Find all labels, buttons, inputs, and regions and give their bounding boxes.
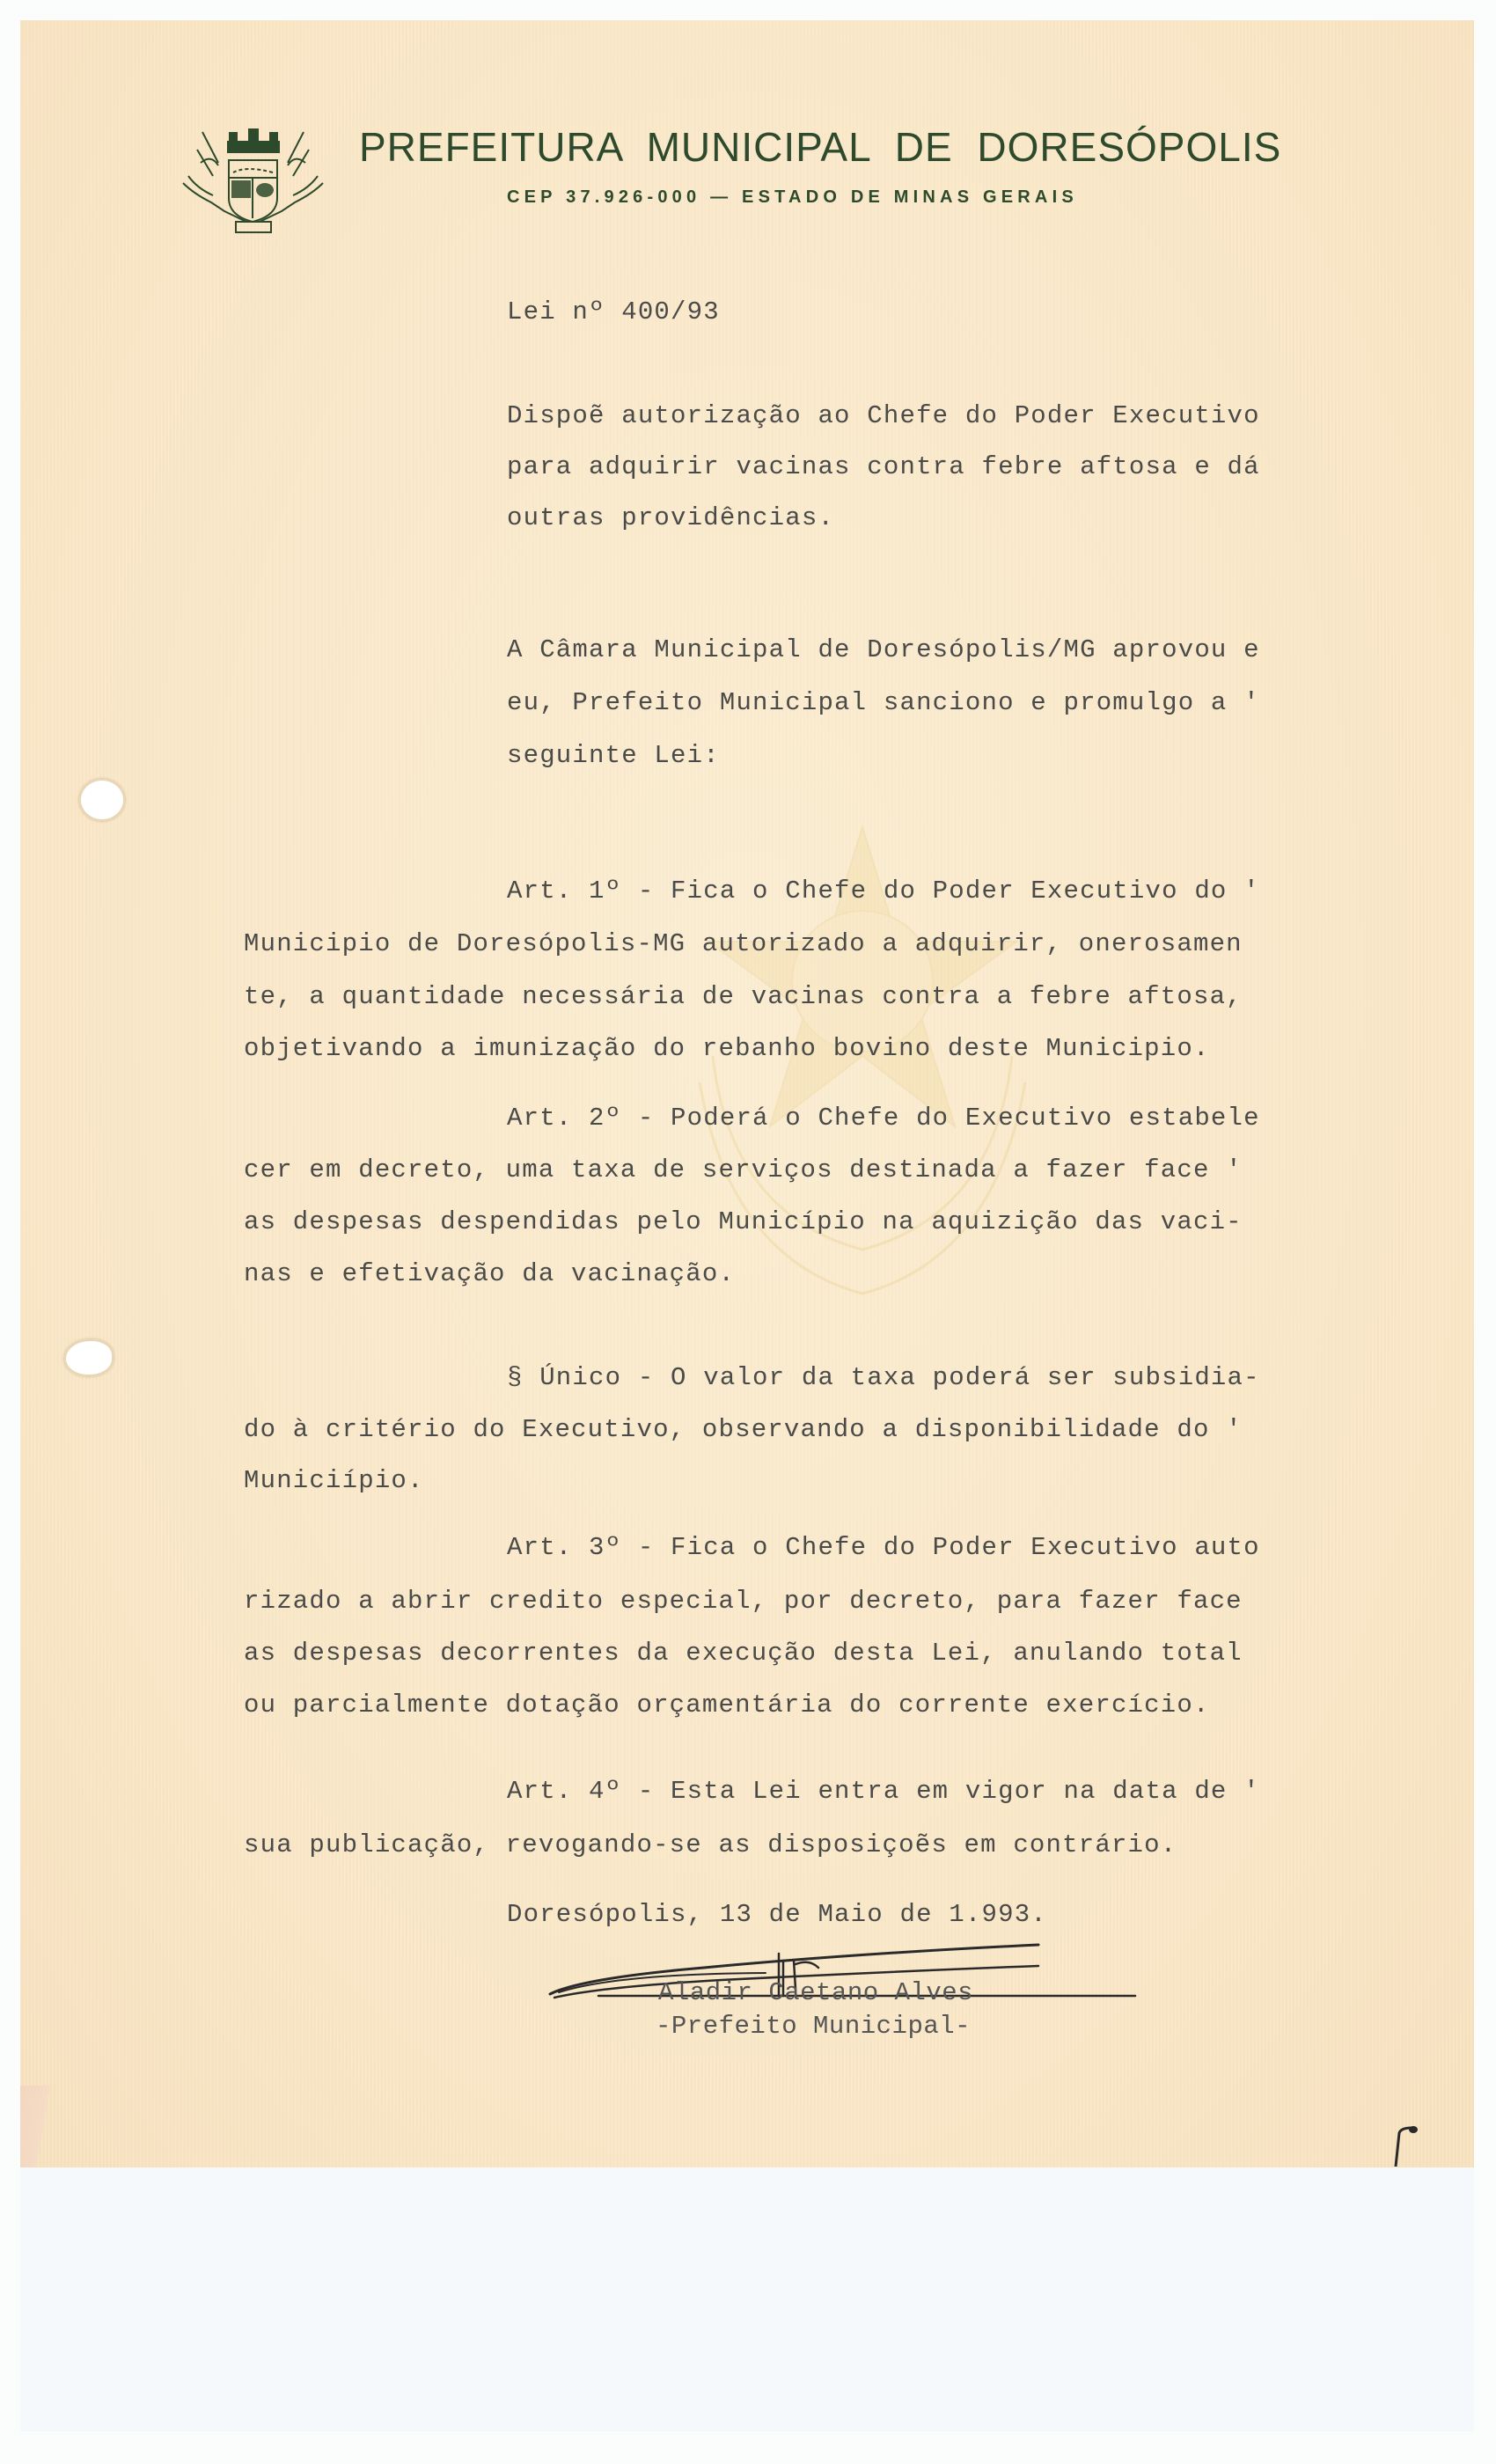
article-1-line: Municipio de Doresópolis-MG autorizado a adquirir, onerosamen <box>244 929 1243 958</box>
article-2-line: as despesas despendidas pelo Município na aquizição das vaci- <box>244 1207 1243 1236</box>
letterhead-title: PREFEITURA MUNICIPAL DE DORESÓPOLIS <box>359 124 1282 170</box>
article-2-line: nas e efetivação da vacinação. <box>244 1259 736 1288</box>
article-1-line: te, a quantidade necessária de vacinas contra a febre aftosa, <box>244 982 1243 1011</box>
paragraph-unico-line: Municiípio. <box>244 1466 424 1495</box>
torn-corner <box>20 2086 55 2169</box>
municipal-crest-icon <box>176 114 330 242</box>
article-2-line: cer em decreto, uma taxa de serviços destinada a fazer face ' <box>244 1155 1243 1184</box>
summary-line: Dispoẽ autorização ao Chefe do Poder Executivo <box>507 401 1260 430</box>
ink-mark <box>1389 2124 1424 2168</box>
paragraph-unico-line: do à critério do Executivo, observando a disponibilidade do ' <box>244 1415 1243 1444</box>
article-1-line: objetivando a imunização do rebanho bovino deste Municipio. <box>244 1034 1210 1063</box>
preamble-line: eu, Prefeito Municipal sanciono e promulgo a ' <box>507 688 1260 717</box>
paragraph-unico-line: § Único - O valor da taxa poderá ser subsidia- <box>507 1363 1260 1392</box>
law-number: Lei nº 400/93 <box>507 297 720 326</box>
article-1-line: Art. 1º - Fica o Chefe do Poder Executivo do ' <box>507 876 1260 906</box>
article-3-line: ou parcialmente dotação orçamentária do corrente exercício. <box>244 1690 1210 1720</box>
article-2-line: Art. 2º - Poderá o Chefe do Executivo estabele <box>507 1104 1260 1133</box>
article-4-line: sua publicação, revogando-se as disposiçoẽs em contrário. <box>244 1830 1177 1859</box>
signatory-name: Aladir Caetano Alves <box>658 1978 974 2007</box>
preamble-line: A Câmara Municipal de Doresópolis/MG aprovou e <box>507 635 1260 664</box>
underlying-sheet <box>20 2167 1474 2431</box>
article-3-line: Art. 3º - Fica o Chefe do Poder Executivo auto <box>507 1533 1260 1562</box>
date-line: Doresópolis, 13 de Maio de 1.993. <box>507 1900 1047 1929</box>
letterhead-subtitle: CEP 37.926-000 — ESTADO DE MINAS GERAIS <box>507 187 1078 207</box>
article-3-line: rizado a abrir credito especial, por decreto, para fazer face <box>244 1587 1243 1616</box>
preamble-line: seguinte Lei: <box>507 741 720 770</box>
summary-line: para adquirir vacinas contra febre aftosa e dá <box>507 452 1260 481</box>
article-4-line: Art. 4º - Esta Lei entra em vigor na data de ' <box>507 1777 1260 1806</box>
punch-hole <box>64 1339 114 1376</box>
summary-line: outras providências. <box>507 503 835 532</box>
article-3-line: as despesas decorrentes da execução desta Lei, anulando total <box>244 1639 1243 1668</box>
punch-hole <box>79 779 125 821</box>
signatory-title: -Prefeito Municipal- <box>656 2012 972 2041</box>
